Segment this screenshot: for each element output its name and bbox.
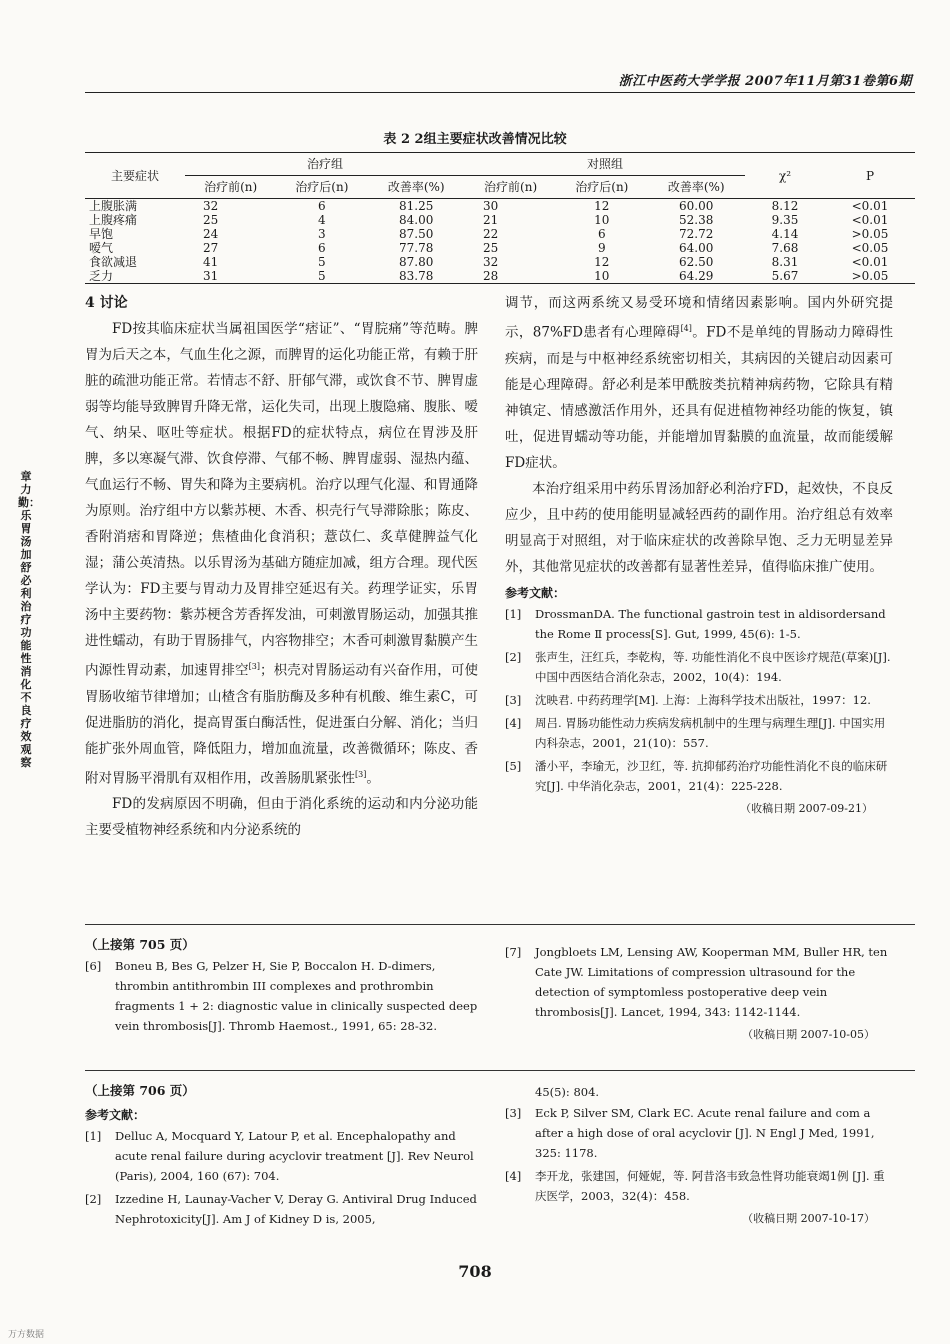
cell-chi: 5.67 bbox=[745, 269, 825, 284]
cell-p: <0.01 bbox=[851, 213, 889, 227]
reference-number: [7] bbox=[505, 945, 522, 959]
cell-ctrl-after: 9 bbox=[597, 241, 606, 255]
cell-treat-rate: 77.78 bbox=[399, 241, 434, 255]
cell-ctrl-after: 12 bbox=[594, 199, 610, 213]
reference-number: [3] bbox=[505, 1106, 522, 1120]
reference-text: Delluc A, Mocquard Y, Latour P, et al. Encephalopathy and acute renal failure during acyclovir treatment [J]. Rev Neurol (Paris), 2004, 160 (67): 704. bbox=[115, 1129, 474, 1183]
cell-p: <0.01 bbox=[851, 255, 889, 269]
reference-number: [5] bbox=[505, 758, 522, 773]
cell-chi: 7.68 bbox=[771, 241, 799, 255]
references-heading: 参考文献： bbox=[505, 585, 566, 600]
reference-text: 李开龙，张建国，何娅妮，等. 阿昔洛韦致急性肾功能衰竭1例 [J]. 重庆医学，2003，32(4)：458. bbox=[535, 1169, 885, 1203]
continued-705-left bbox=[85, 934, 480, 1039]
cell-ctrl-rate: 60.00 bbox=[679, 199, 714, 213]
received-date: （收稿日期 2007-10-05） bbox=[742, 1028, 875, 1041]
cell-treat-after: 6 bbox=[318, 241, 326, 255]
continued-706-left bbox=[85, 1080, 480, 1232]
cell-treat-before: 25 bbox=[203, 213, 219, 227]
col-ctrl-before: 治疗前(n) bbox=[465, 176, 556, 199]
cell-treat-rate: 81.25 bbox=[399, 199, 434, 213]
cell-ctrl-before: 21 bbox=[482, 213, 499, 227]
vertical-running-title: 章力勤：乐胃汤加舒必利治疗功能性消化不良疗效观察 bbox=[18, 470, 40, 769]
reference-text: 张声生，汪红兵，李乾构，等. 功能性消化不良中医诊疗规范(草案)[J]. 中国中西医结合消化杂志，2002，10(4)：194. bbox=[535, 649, 891, 684]
cell-ctrl-before: 22 bbox=[482, 227, 499, 241]
reference-number: [1] bbox=[505, 606, 522, 621]
cell-treat-rate: 87.80 bbox=[399, 255, 434, 269]
citation: [4] bbox=[680, 324, 692, 333]
cell-ctrl-rate: 64.29 bbox=[647, 269, 745, 284]
page-number: 708 bbox=[458, 1262, 492, 1281]
cell-p: >0.05 bbox=[851, 227, 889, 241]
cell-symptom: 食欲减退 bbox=[89, 255, 138, 269]
symptom-table bbox=[85, 152, 915, 284]
discussion-text: 。 bbox=[366, 770, 380, 786]
cell-treat-after: 5 bbox=[318, 255, 326, 269]
cell-treat-after: 6 bbox=[318, 199, 326, 213]
table-row bbox=[85, 255, 915, 269]
reference-item bbox=[85, 1126, 480, 1186]
reference-item bbox=[85, 956, 480, 1036]
header-rule bbox=[85, 92, 915, 93]
table-row bbox=[85, 269, 915, 284]
col-ctrl-rate: 改善率(%) bbox=[647, 176, 745, 199]
reference-number: [1] bbox=[85, 1129, 102, 1143]
cell-chi: 9.35 bbox=[771, 213, 799, 227]
cell-treat-before: 27 bbox=[203, 241, 219, 255]
col-treat-rate: 改善率(%) bbox=[367, 176, 465, 199]
cell-treat-after: 3 bbox=[318, 227, 326, 241]
cell-ctrl-after: 6 bbox=[597, 227, 606, 241]
reference-number: [2] bbox=[85, 1192, 102, 1206]
reference-text: 潘小平，李瑜无，沙卫红，等. 抗抑郁药治疗功能性消化不良的临床研究[J]. 中华消化杂志，2001，21(4)：225-228. bbox=[535, 758, 888, 793]
col-treat-after: 治疗后(n) bbox=[276, 176, 367, 199]
reference-number: [6] bbox=[85, 959, 102, 973]
col-treat-before: 治疗前(n) bbox=[185, 176, 276, 199]
table-row bbox=[85, 241, 915, 255]
discussion-paragraph-2-cont bbox=[505, 290, 893, 476]
cell-symptom: 乏力 bbox=[85, 269, 185, 284]
cell-p: >0.05 bbox=[825, 269, 915, 284]
col-p-value: P bbox=[825, 153, 915, 199]
cell-chi: 4.14 bbox=[771, 227, 799, 241]
col-control-group: 对照组 bbox=[465, 153, 745, 176]
citation: [3] bbox=[248, 662, 260, 671]
discussion-paragraph-1 bbox=[85, 316, 478, 791]
continued-705-right bbox=[505, 942, 895, 1045]
table-row bbox=[85, 227, 915, 241]
cell-p: <0.05 bbox=[851, 241, 889, 255]
col-treatment-group: 治疗组 bbox=[185, 153, 465, 176]
discussion-text: FD按其临床症状当属祖国医学“痞证”、“胃脘痛”等范畴。脾胃为后天之本，气血生化之源，而脾胃的运化功能正常，有赖于肝脏的疏泄功能正常。若情志不舒、肝郁气滞，或饮食不节、脾胃虚弱等均能导致脾胃升降无常，运化失司，出现上腹隐痛、腹胀、嗳气、纳呆、呕吐等症状。根据FD的症状特点，病位在胃涉及肝脾，多以寒凝气滞、饮食停滞、气郁不畅、脾胃虚弱、湿热内蕴、气血运行不畅、胃失和降为主要病机。治疗以理气化湿、和胃通降为原则。治疗组中方以紫苏梗、木香、枳壳行气导滞除胀；陈皮、香附消痞和胃降逆；焦楂曲化食消积；薏苡仁、炙草健脾益气化湿；蒲公英清热。以乐胃汤为基础方随症加减，组方合理。现代医学认为：FD主要与胃动力及胃排空延迟有关。药理学证实，乐胃汤中主要药物：紫苏梗含芳香挥发油，可刺激胃肠运动，加强其推进性蠕动，有助于胃肠排气，内容物排空；木香可刺激胃黏膜产生内源性胃动素，加速胃排空 bbox=[85, 321, 478, 679]
cell-chi: 8.12 bbox=[771, 199, 799, 213]
cell-treat-before: 32 bbox=[203, 199, 219, 213]
cell-treat-before: 41 bbox=[203, 255, 219, 269]
reference-text: 沈映君. 中药药理学[M]. 上海：上海科学技术出版社，1997：12. bbox=[535, 692, 871, 707]
discussion-right-column bbox=[505, 290, 893, 819]
reference-number: [4] bbox=[505, 1169, 522, 1183]
reference-number: [4] bbox=[505, 715, 522, 730]
watermark: 万方数据 bbox=[8, 1330, 45, 1340]
reference-number: [3] bbox=[505, 692, 522, 707]
cell-ctrl-rate: 52.38 bbox=[679, 213, 714, 227]
col-chi-square: χ² bbox=[745, 153, 825, 199]
reference-item bbox=[505, 942, 895, 1022]
discussion-text: ；枳壳对胃肠运动有兴奋作用，可使胃肠收缩节律增加；山楂含有脂肪酶及多种有机酸、维生素C，可促进脂肪的消化，提高胃蛋白酶活性，促进蛋白分解、消化；当归能扩张外周血管，降低阻力，增加血流量，改善微循环；陈皮、香附对胃肠平滑肌有双相作用，改善肠肌紧张性 bbox=[85, 662, 478, 786]
reference-item bbox=[505, 604, 893, 644]
cell-treat-before: 31 bbox=[185, 269, 276, 284]
reference-text: 周吕. 胃肠功能性动力疾病发病机制中的生理与病理生理[J]. 中国实用内科杂志，2001，21(10)：557. bbox=[535, 715, 886, 750]
continued-label: （上接第 705 页） bbox=[85, 937, 195, 952]
discussion-heading: 4 讨论 bbox=[85, 295, 128, 311]
discussion-text: 。FD不是单纯的胃肠动力障碍性疾病，而是与中枢神经系统密切相关，其病因的关键启动因素可能是心理障碍。舒必利是苯甲酰胺类抗精神病药物，它除具有精神镇定、情感激活作用外，还具有促进植物神经功能的恢复，镇吐，促进胃蠕动等功能，并能增加胃黏膜的血流量，故而能缓解FD症状。 bbox=[505, 324, 893, 471]
cell-treat-rate: 83.78 bbox=[367, 269, 465, 284]
continued-label: （上接第 706 页） bbox=[85, 1083, 195, 1098]
cell-ctrl-rate: 64.00 bbox=[679, 241, 714, 255]
cell-symptom: 上腹胀满 bbox=[89, 199, 138, 213]
reference-item bbox=[505, 690, 893, 710]
cell-ctrl-rate: 72.72 bbox=[679, 227, 714, 241]
col-ctrl-after: 治疗后(n) bbox=[556, 176, 647, 199]
col-symptom: 主要症状 bbox=[85, 153, 185, 199]
reference-item bbox=[505, 756, 893, 796]
cell-treat-after: 4 bbox=[318, 213, 326, 227]
reference-text: Eck P, Silver SM, Clark EC. Acute renal failure and com a after a high dose of oral acyclovir [J]. N Engl J Med, 1991, 325: 1178. bbox=[535, 1106, 875, 1160]
reference-continuation: 45(5): 804. bbox=[535, 1085, 600, 1099]
received-date: （收稿日期 2007-09-21） bbox=[740, 801, 873, 815]
cell-symptom: 早饱 bbox=[89, 227, 114, 241]
section-divider bbox=[85, 924, 915, 925]
reference-number: [2] bbox=[505, 649, 522, 664]
cell-chi: 8.31 bbox=[771, 255, 799, 269]
table-title: 表 2 2组主要症状改善情况比较 bbox=[383, 132, 567, 147]
cell-ctrl-after: 10 bbox=[556, 269, 647, 284]
received-date: （收稿日期 2007-10-17） bbox=[742, 1212, 875, 1225]
section-divider bbox=[85, 1070, 915, 1071]
reference-text: Izzedine H, Launay-Vacher V, Deray G. Antiviral Drug Induced Nephrotoxicity[J]. Am J of Kidney D is, 2005, bbox=[115, 1192, 477, 1226]
reference-item bbox=[505, 713, 893, 753]
table-body bbox=[85, 199, 915, 284]
cell-treat-rate: 87.50 bbox=[399, 227, 434, 241]
table-row bbox=[85, 213, 915, 227]
cell-symptom: 上腹疼痛 bbox=[89, 213, 138, 227]
reference-text: Jongbloets LM, Lensing AW, Kooperman MM, Buller HR, ten Cate JW. Limitations of compression ultrasound for the detection of symptomless postoperative deep vein thrombosis[J]. Lancet, 1994, 343: 1142-1144. bbox=[535, 945, 888, 1019]
discussion-paragraph-2: FD的发病原因不明确，但由于消化系统的运动和内分泌功能主要受植物神经系统和内分泌系统的 bbox=[85, 796, 478, 838]
reference-item bbox=[505, 647, 893, 687]
reference-item bbox=[85, 1189, 480, 1229]
cell-ctrl-before: 32 bbox=[482, 255, 499, 269]
cell-ctrl-before: 25 bbox=[482, 241, 499, 255]
cell-ctrl-before: 30 bbox=[482, 199, 499, 213]
reference-item bbox=[505, 1103, 895, 1163]
journal-header: 浙江中医药大学学报 2007年11月第31卷第6期 bbox=[618, 74, 912, 89]
discussion-text: 调节，而这两系统又易受环境和情绪因素影响。国内外研究提示，87%FD患者有心理障碍 bbox=[505, 295, 893, 341]
cell-ctrl-after: 12 bbox=[594, 255, 610, 269]
cell-ctrl-after: 10 bbox=[594, 213, 610, 227]
table-row bbox=[85, 199, 915, 214]
reference-text: DrossmanDA. The functional gastroin test in aldisordersand the Rome Ⅱ process[S]. Gut, 1999, 45(6): 1-5. bbox=[535, 606, 886, 641]
cell-p: <0.01 bbox=[851, 199, 889, 213]
cell-treat-rate: 84.00 bbox=[399, 213, 434, 227]
citation: [3] bbox=[355, 769, 367, 779]
cell-treat-before: 24 bbox=[203, 227, 219, 241]
discussion-left-column bbox=[85, 290, 478, 843]
cell-ctrl-rate: 62.50 bbox=[679, 255, 714, 269]
cell-symptom: 嗳气 bbox=[89, 241, 114, 255]
reference-item bbox=[505, 1166, 895, 1206]
reference-text: Boneu B, Bes G, Pelzer H, Sie P, Boccalon H. D-dimers, thrombin antithrombin III complexes and prothrombin fragments 1 + 2: diagnostic value in clinically suspected deep vein thrombosis[J]. Thromb Haemost., 1991, 65: 28-32. bbox=[115, 959, 478, 1033]
discussion-paragraph-3: 本治疗组采用中药乐胃汤加舒必利治疗FD，起效快，不良反应少，且中药的使用能明显减轻西药的副作用。治疗组总有效率明显高于对照组，对于临床症状的改善除早饱、乏力无明显差异外，其他常见症状的改善都有显著性差异，值得临床推广使用。 bbox=[505, 480, 893, 575]
continued-706-right bbox=[505, 1082, 895, 1229]
references-heading: 参考文献： bbox=[85, 1108, 146, 1122]
cell-treat-after: 5 bbox=[276, 269, 367, 284]
cell-ctrl-before: 28 bbox=[465, 269, 556, 284]
